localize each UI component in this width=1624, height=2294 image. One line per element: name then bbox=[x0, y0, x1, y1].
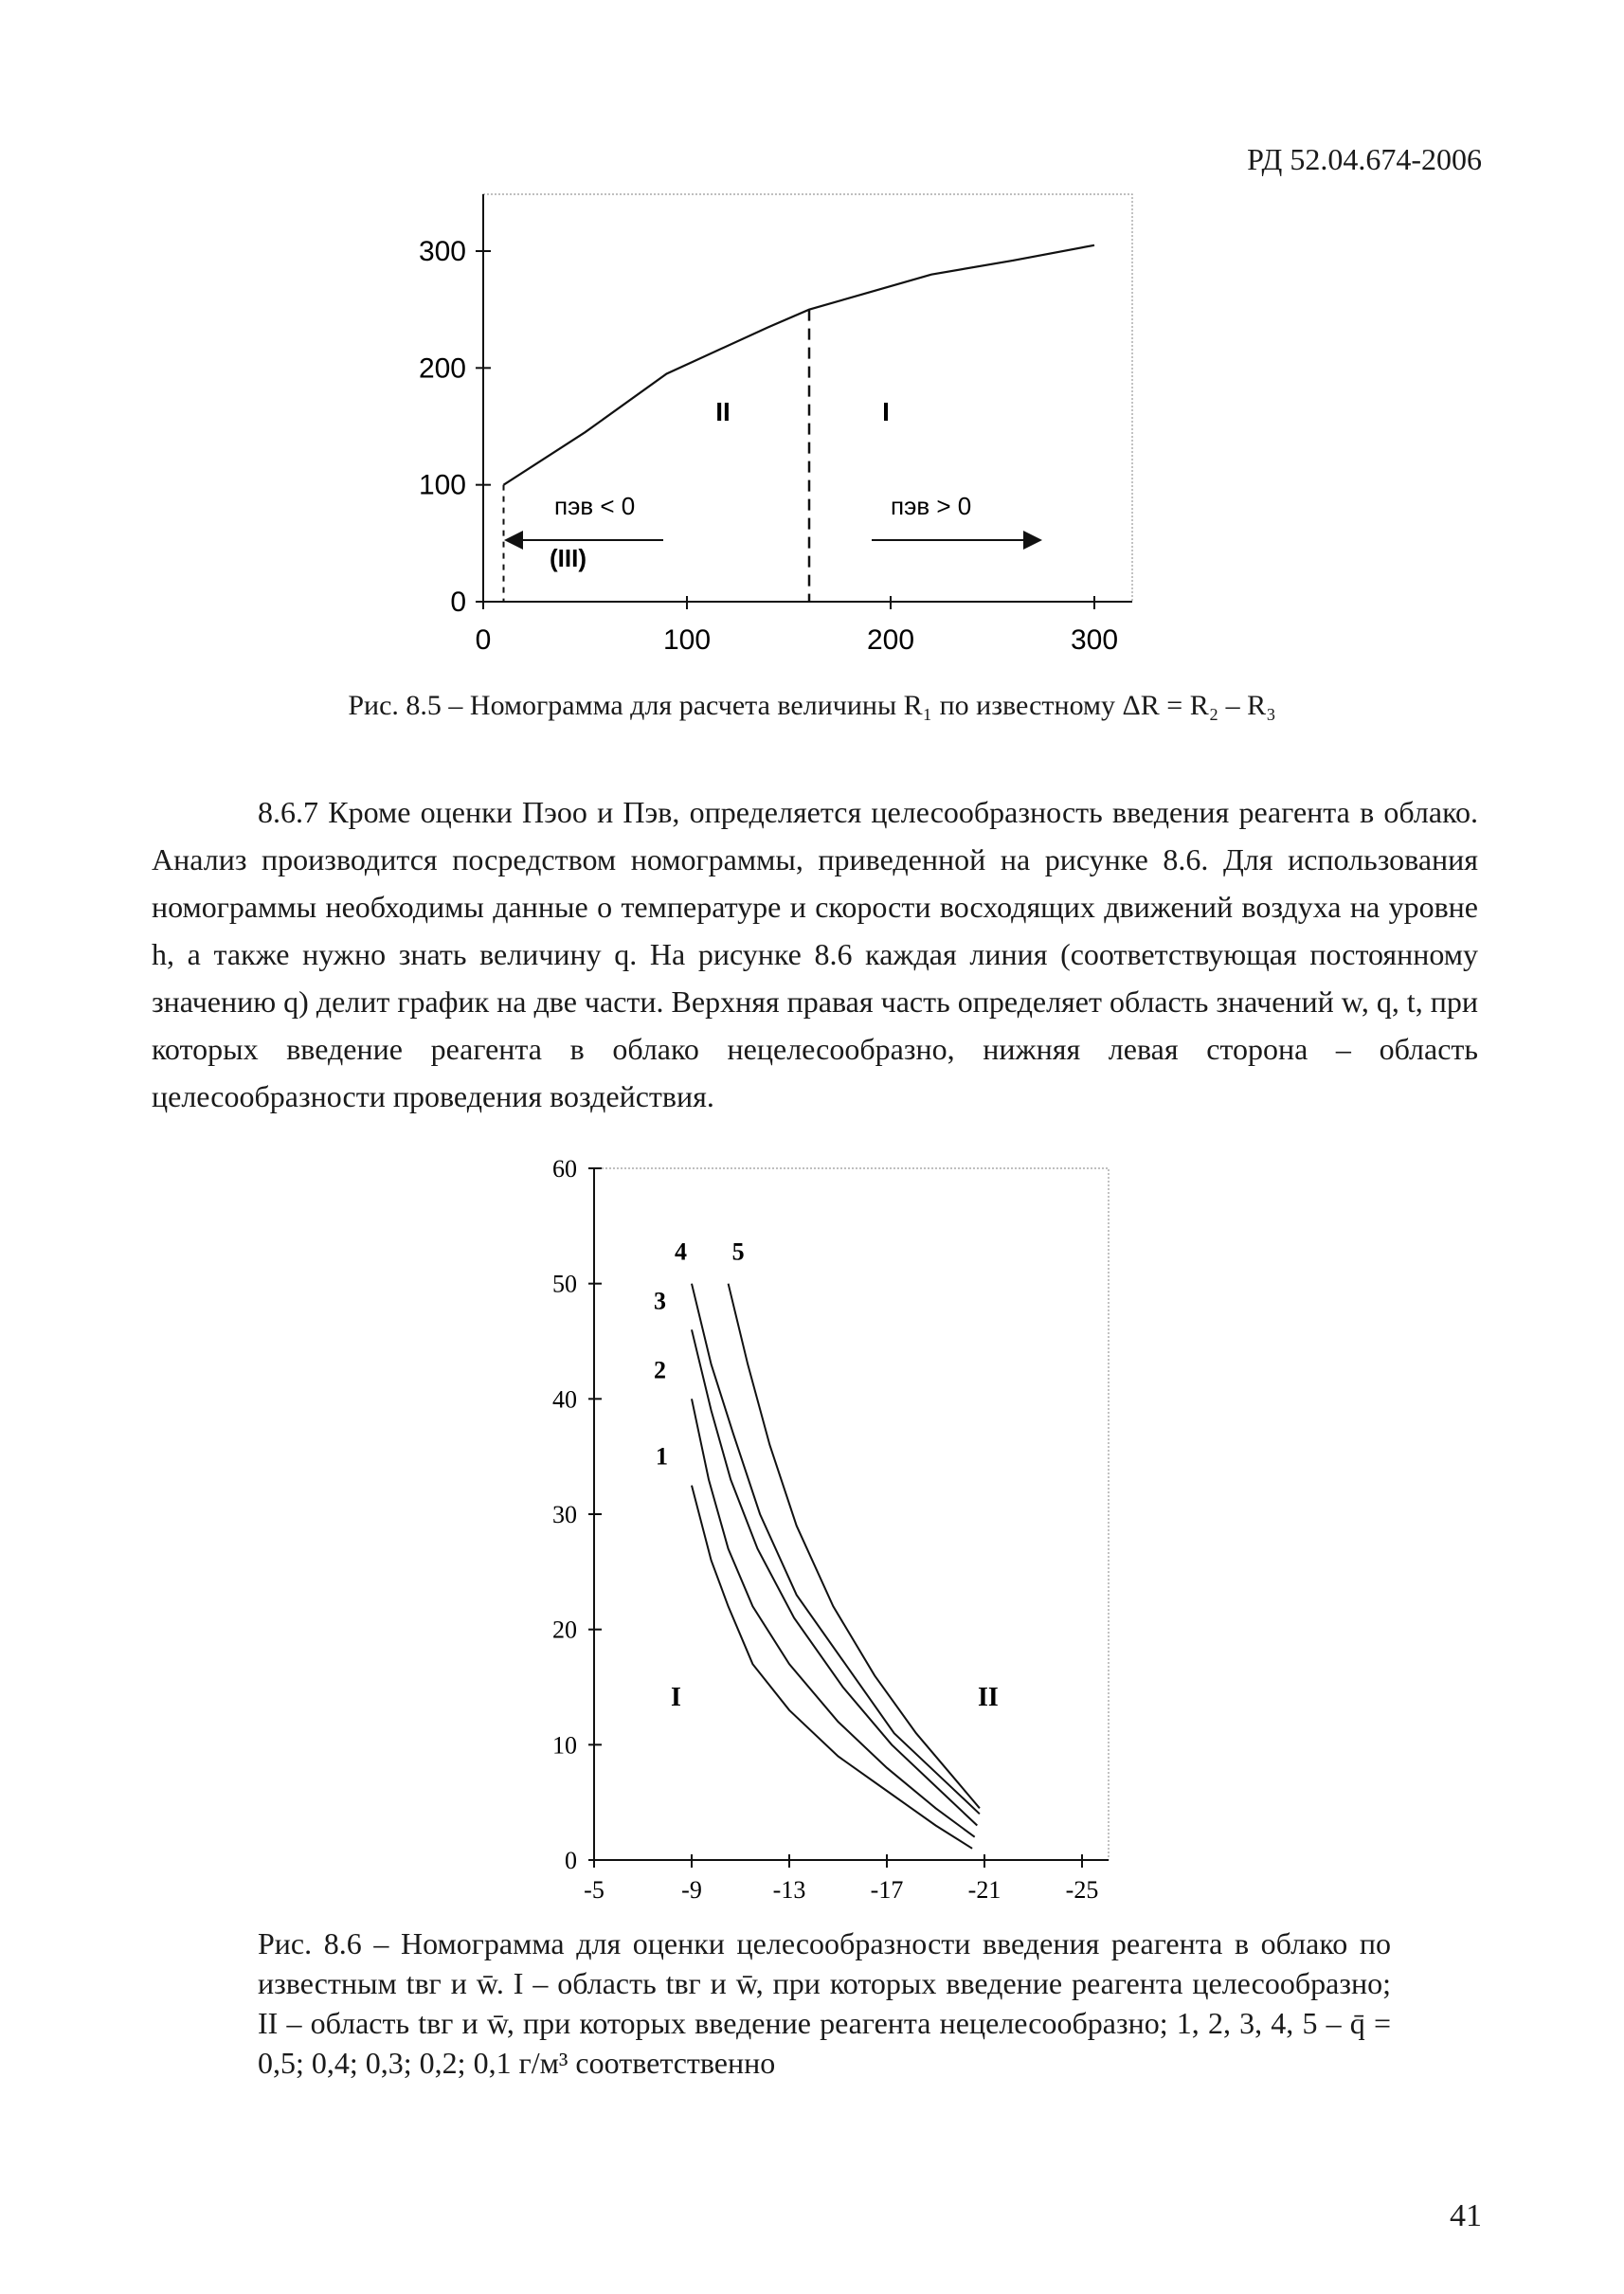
x-tick-label: 0 bbox=[475, 624, 492, 656]
y-tick-label: 0 bbox=[565, 1847, 577, 1874]
zone-II-label: II bbox=[715, 397, 731, 426]
zone-III-label: (III) bbox=[550, 544, 586, 572]
plot-frame bbox=[594, 1168, 1109, 1860]
y-tick-label: 300 bbox=[418, 236, 466, 267]
figure-8-6-chart bbox=[531, 1137, 1156, 1905]
x-tick-label: 200 bbox=[866, 624, 915, 656]
negative-label: пэв < 0 bbox=[554, 492, 636, 520]
x-tick-label: -13 bbox=[772, 1876, 806, 1904]
series-label-3: 3 bbox=[654, 1287, 666, 1315]
left-arrow-head bbox=[504, 531, 523, 550]
series-label-5: 5 bbox=[731, 1237, 745, 1266]
y-tick-label: 200 bbox=[418, 352, 466, 385]
right-arrow-head bbox=[1023, 531, 1042, 550]
x-tick-label: -21 bbox=[967, 1876, 1001, 1904]
zone-II-label: II bbox=[978, 1683, 999, 1712]
y-tick-label: 60 bbox=[552, 1155, 577, 1183]
series-label-1: 1 bbox=[656, 1442, 668, 1471]
x-tick-label: -25 bbox=[1065, 1876, 1099, 1904]
y-tick-label: 40 bbox=[552, 1385, 577, 1414]
paragraph-text: 8.6.7 Кроме оценки Пэоо и Пэв, определяется целесообразность введения реагента в облако. Анализ производится посредством номограммы, приведенной на рисунке 8.6. Для использования номограммы необходимы данные о температуре и скорости восходящих движений воздуха на уровне h, а также нужно знать величину q. На рисунке 8.6 каждая линия (соответствующая постоянному значению q) делит график на две части. Верхняя правая часть определяет область значений w, q, t, при которых введение реагента в облако нецелесообразно, нижняя левая сторона – область целесообразности проведения воздействия. bbox=[152, 795, 1478, 1113]
x-tick-label: 300 bbox=[1070, 624, 1119, 656]
zone-I-label: I bbox=[882, 397, 890, 426]
y-tick-label: 0 bbox=[450, 587, 466, 618]
page-number: 41 bbox=[1450, 2198, 1482, 2233]
series-line bbox=[504, 245, 1095, 485]
series-label-4: 4 bbox=[675, 1237, 687, 1266]
x-tick-label: -9 bbox=[681, 1876, 702, 1904]
zone-I-label: I bbox=[671, 1683, 681, 1712]
figure-8-5-chart bbox=[398, 180, 1175, 673]
y-tick-label: 30 bbox=[552, 1501, 577, 1528]
document-code: РД 52.04.674-2006 bbox=[1247, 142, 1482, 176]
x-tick-label: 100 bbox=[662, 624, 712, 656]
paragraph-8-6-7 bbox=[152, 788, 1478, 1120]
series-line-1 bbox=[692, 1486, 972, 1849]
x-tick-label: -5 bbox=[584, 1876, 604, 1904]
series-line-5 bbox=[729, 1284, 980, 1809]
figure-8-5-caption: Рис. 8.5 – Номограмма для расчета величины R₁ по известному ΔR = R₂ – R₃ bbox=[348, 690, 1276, 721]
y-tick-label: 100 bbox=[418, 469, 466, 501]
series-line-3 bbox=[692, 1329, 977, 1825]
series-label-2: 2 bbox=[654, 1356, 666, 1384]
series-line-4 bbox=[692, 1284, 980, 1815]
y-tick-label: 10 bbox=[552, 1731, 577, 1760]
y-tick-label: 50 bbox=[552, 1270, 577, 1298]
figure-8-6-caption: Рис. 8.6 – Номограмма для оценки целесообразности введения реагента в облако по известным tвг и w̄. I – область tвг и w̄, при которых введение реагента целесообразно; II – область tвг и w̄, при которых введение реагента нецелесообразно; 1, 2, 3, 4, 5 – q̄ = 0,5; 0,4; 0,3; 0,2; 0,1 г/м³ соответственно bbox=[258, 1926, 1391, 2080]
positive-label: пэв > 0 bbox=[891, 492, 972, 520]
x-tick-label: -17 bbox=[870, 1876, 904, 1904]
y-tick-label: 20 bbox=[552, 1616, 577, 1644]
